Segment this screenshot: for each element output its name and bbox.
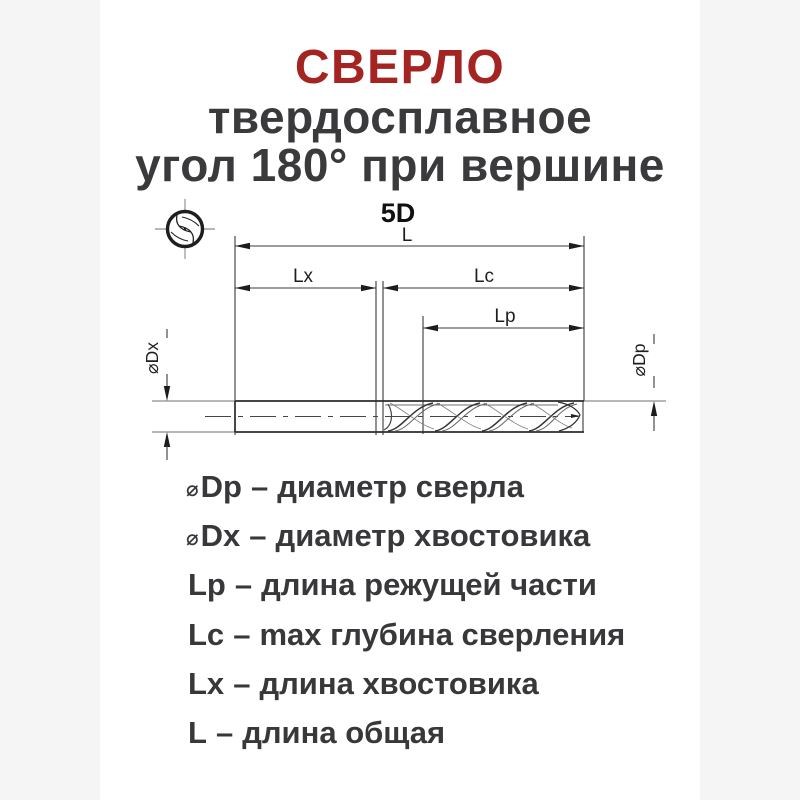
- legend-description: диаметр хвостовика: [275, 517, 591, 553]
- diameter-icon: ⌀: [186, 526, 199, 550]
- legend-item-lc: [186, 610, 686, 659]
- drill-technical-drawing: [100, 188, 700, 468]
- legend-description: длина хвостовика: [259, 665, 539, 701]
- dim-label-L: L: [401, 225, 413, 246]
- legend-symbol: Lc: [188, 616, 225, 652]
- drill-end-view-icon: [155, 199, 215, 259]
- legend-separator: –: [250, 468, 269, 504]
- legend-description: max глубина сверления: [259, 616, 626, 652]
- page-title: СВЕРЛО: [294, 41, 506, 94]
- dim-drilling-depth: [383, 266, 584, 291]
- dim-label-Lx: Lx: [292, 266, 314, 287]
- legend-item-l: [186, 708, 686, 757]
- dim-shank-diameter: [142, 329, 235, 460]
- content-panel: [100, 0, 700, 800]
- legend-separator: –: [233, 616, 251, 652]
- legend-symbol: Lp: [188, 567, 226, 603]
- dim-cutting-length: [423, 306, 584, 331]
- drill-body: [205, 401, 584, 432]
- legend-symbol: ⌀Dp: [186, 468, 242, 504]
- diameter-icon: ⌀: [186, 477, 199, 501]
- legend-item-dp: [186, 462, 686, 511]
- dim-label-Dx: ⌀Dx: [142, 342, 162, 374]
- dim-drill-diameter: [584, 334, 666, 431]
- legend-separator: –: [215, 715, 234, 751]
- dim-label-Lp: Lp: [494, 306, 516, 327]
- legend-item-dx: [186, 511, 686, 560]
- legend-item-lp: [186, 561, 686, 610]
- legend-symbol: ⌀Dx: [186, 517, 241, 553]
- subtitle-material: твердосплавное: [207, 91, 593, 143]
- legend-description: диаметр сверла: [277, 468, 524, 504]
- legend-description: длина режущей части: [261, 567, 597, 603]
- legend-separator: –: [233, 665, 251, 701]
- dim-label-Lc: Lc: [473, 266, 495, 287]
- legend-separator: –: [234, 567, 253, 603]
- legend-item-lx: [186, 659, 686, 708]
- legend-separator: –: [249, 517, 267, 553]
- subtitle-tip-angle: угол 180° при вершине: [135, 139, 665, 191]
- dim-shank-length: [235, 266, 376, 291]
- legend-description: длина общая: [242, 715, 446, 751]
- dim-total-length: [235, 225, 584, 249]
- legend-symbol: L: [188, 715, 207, 751]
- legend-symbol: Lx: [188, 665, 225, 701]
- size-ratio-label: 5D: [380, 198, 416, 228]
- dim-label-Dp: ⌀Dp: [629, 343, 649, 377]
- legend: [186, 462, 686, 758]
